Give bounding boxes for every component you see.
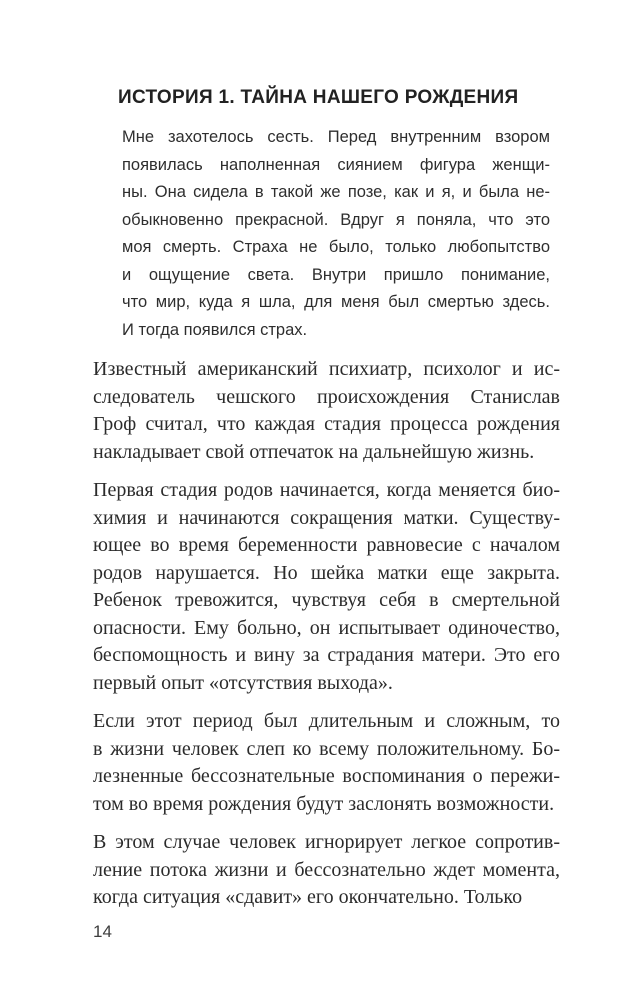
text-line: ющее во время беременности равновесие с началом	[93, 534, 560, 556]
text-line: ны. Она сидела в такой же позе, как и я, и была не-	[122, 183, 550, 201]
text-line: В этом случае человек игнорирует легкое сопротив-	[93, 831, 560, 853]
text-line: беспомощность и вину за страдания матери. Это его	[93, 644, 560, 666]
text-line: Мне захотелось сесть. Перед внутренним взором	[122, 128, 550, 146]
text-line: и ощущение света. Внутри пришло понимание,	[122, 265, 550, 284]
text-line: И тогда появился страх.	[122, 320, 308, 339]
text-line: родов нарушается. Но шейка матки еще закрыта.	[93, 561, 560, 584]
text-line: появилась наполненная сиянием фигура женщи-	[122, 155, 550, 174]
paragraph	[93, 477, 560, 697]
text-line: первый опыт «отсутствия выхода».	[93, 671, 393, 694]
text-line: обыкновенно прекрасной. Вдруг я поняла, что это	[122, 210, 550, 229]
body-text	[93, 356, 560, 923]
paragraph	[93, 356, 560, 466]
text-line: когда ситуация «сдавит» его окончательно. Только	[93, 886, 523, 908]
epigraph-quote	[122, 124, 550, 344]
text-line: лезненные бессознательные воспоминания о пережи-	[93, 765, 560, 787]
text-line: в жизни человек слеп ко всему положительному. Бо-	[93, 737, 560, 760]
chapter-heading: ИСТОРИЯ 1. ТАЙНА НАШЕГО РОЖДЕНИЯ	[118, 87, 519, 108]
text-line: ление потока жизни и бессознательно ждет момента,	[93, 858, 560, 881]
text-line: Ребенок тревожится, чувствуя себя в смертельной	[93, 589, 560, 611]
paragraph	[93, 708, 560, 818]
text-line: химия и начинаются сокращения матки. Существу-	[93, 506, 560, 529]
text-line: следователь чешского происхождения Станислав	[93, 385, 560, 408]
text-line: Первая стадия родов начинается, когда меняется био-	[93, 479, 560, 501]
text-line: том во время рождения будут заслонять возможности.	[93, 792, 555, 815]
page-number: 14	[93, 922, 112, 941]
text-line: что мир, куда я шла, для меня был смертью здесь.	[122, 293, 550, 311]
text-line: накладывает свой отпечаток на дальнейшую жизнь.	[93, 440, 535, 463]
text-line: опасности. Ему больно, он испытывает одиночество,	[93, 616, 560, 639]
paragraph	[93, 829, 560, 912]
text-line: Если этот период был длительным и сложным, то	[93, 710, 560, 732]
text-line: моя смерть. Страха не было, только любопытство	[122, 238, 550, 256]
text-line: Известный американский психиатр, психолог и ис-	[93, 358, 560, 380]
text-line: Гроф считал, что каждая стадия процесса рождения	[93, 413, 560, 435]
